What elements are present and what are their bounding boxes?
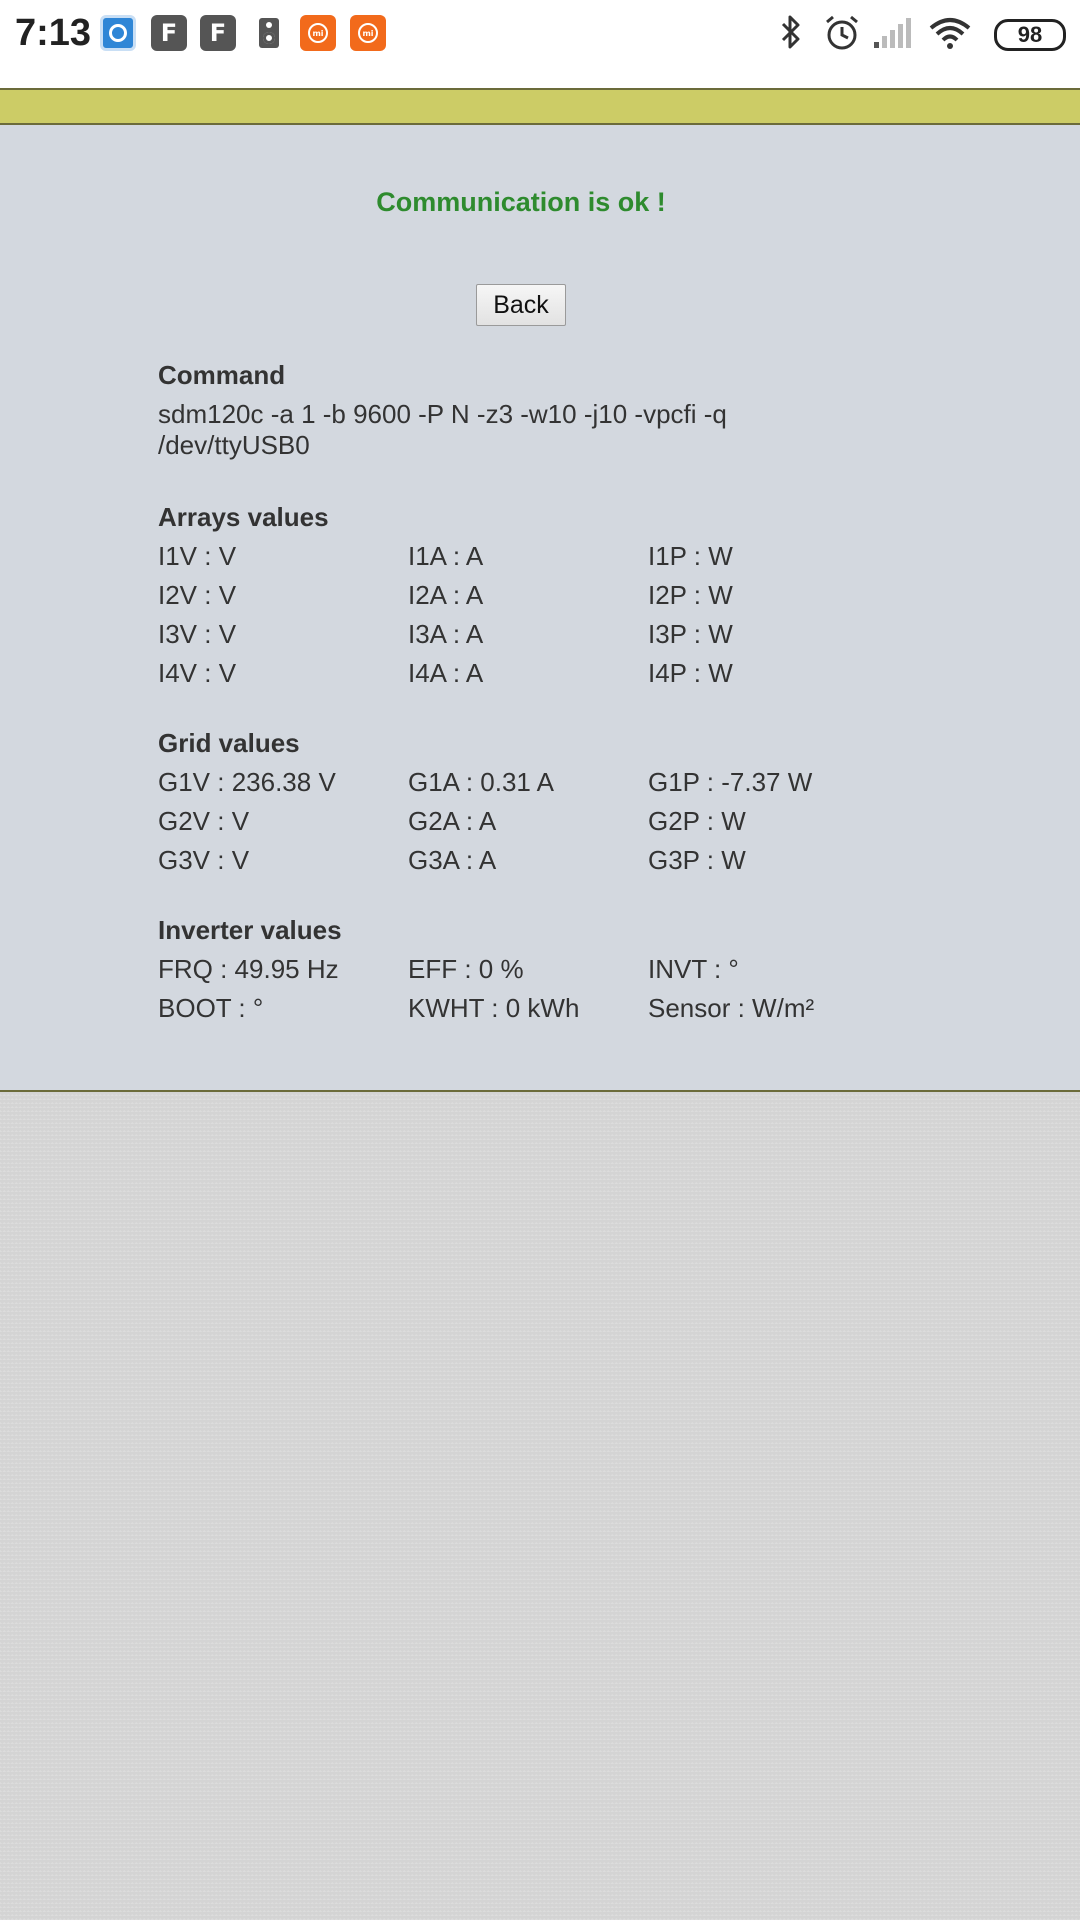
mi-app-icon: mi	[300, 15, 336, 51]
grid-row	[158, 845, 746, 884]
inverter-value: KWHT : 0 kWh	[408, 993, 580, 1023]
grid-value: G3A : A	[408, 845, 497, 875]
grid-value: G2V : V	[158, 806, 250, 836]
array-value: I4P : W	[648, 658, 733, 688]
command-text: sdm120c -a 1 -b 9600 -P N -z3 -w10 -j10 -vpcfi -q /dev/ttyUSB0	[158, 399, 727, 460]
cell-signal-icon	[872, 18, 914, 50]
wifi-icon	[929, 16, 971, 50]
inverter-value: BOOT : °	[158, 993, 264, 1023]
grid-value: G1V : 236.38 V	[158, 767, 336, 797]
command-title: Command	[158, 360, 286, 390]
grid-title: Grid values	[158, 728, 300, 758]
inverter-value: INVT : °	[648, 954, 739, 984]
speaker-icon	[258, 15, 280, 51]
array-value: I2A : A	[408, 580, 484, 610]
arrays-row	[158, 580, 733, 619]
array-value: I3V : V	[158, 619, 237, 649]
system-icons	[766, 14, 1066, 54]
arrays-row	[158, 541, 733, 580]
array-value: I1V : V	[158, 541, 237, 571]
inverter-title: Inverter values	[158, 915, 342, 945]
array-value: I3A : A	[408, 619, 484, 649]
array-value: I1A : A	[408, 541, 484, 571]
alarm-icon	[823, 14, 861, 52]
array-value: I1P : W	[648, 541, 733, 571]
arrays-grid	[158, 541, 733, 697]
array-value: I4V : V	[158, 658, 237, 688]
arrays-row	[158, 658, 733, 697]
inverter-value: EFF : 0 %	[408, 954, 524, 984]
inverter-section	[158, 915, 815, 1032]
grid-row	[158, 767, 813, 806]
f-app-icon: F	[200, 15, 236, 51]
array-value: I4A : A	[408, 658, 484, 688]
status-bar	[0, 0, 1080, 90]
inverter-value: FRQ : 49.95 Hz	[158, 954, 339, 984]
array-value: I3P : W	[648, 619, 733, 649]
arrays-row	[158, 619, 733, 658]
main-panel	[0, 125, 1080, 1092]
blue-app-icon	[100, 15, 136, 51]
grid-section	[158, 728, 813, 884]
arrays-section	[158, 502, 733, 697]
communication-status: Communication is ok !	[376, 187, 666, 217]
inverter-row	[158, 954, 739, 993]
grid-value: G1P : -7.37 W	[648, 767, 813, 797]
grid-row	[158, 806, 746, 845]
back-button[interactable]: Back	[476, 284, 566, 326]
mi-app-icon: mi	[350, 15, 386, 51]
arrays-title: Arrays values	[158, 502, 329, 532]
array-value: I2P : W	[648, 580, 733, 610]
battery-indicator: 98	[994, 19, 1066, 51]
grid-value: G1A : 0.31 A	[408, 767, 554, 797]
grid-value: G2A : A	[408, 806, 497, 836]
inverter-row	[158, 993, 815, 1032]
bluetooth-icon	[778, 14, 804, 50]
grid-value: G2P : W	[648, 806, 746, 836]
inverter-value: Sensor : W/m²	[648, 993, 815, 1023]
grid-value: G3V : V	[158, 845, 250, 875]
command-section	[158, 360, 808, 461]
f-app-icon: F	[151, 15, 187, 51]
grid-value: G3P : W	[648, 845, 746, 875]
array-value: I2V : V	[158, 580, 237, 610]
grid-values-grid	[158, 767, 813, 884]
inverter-grid	[158, 954, 815, 1032]
status-time: 7:13	[15, 12, 92, 54]
header-band	[0, 90, 1080, 125]
